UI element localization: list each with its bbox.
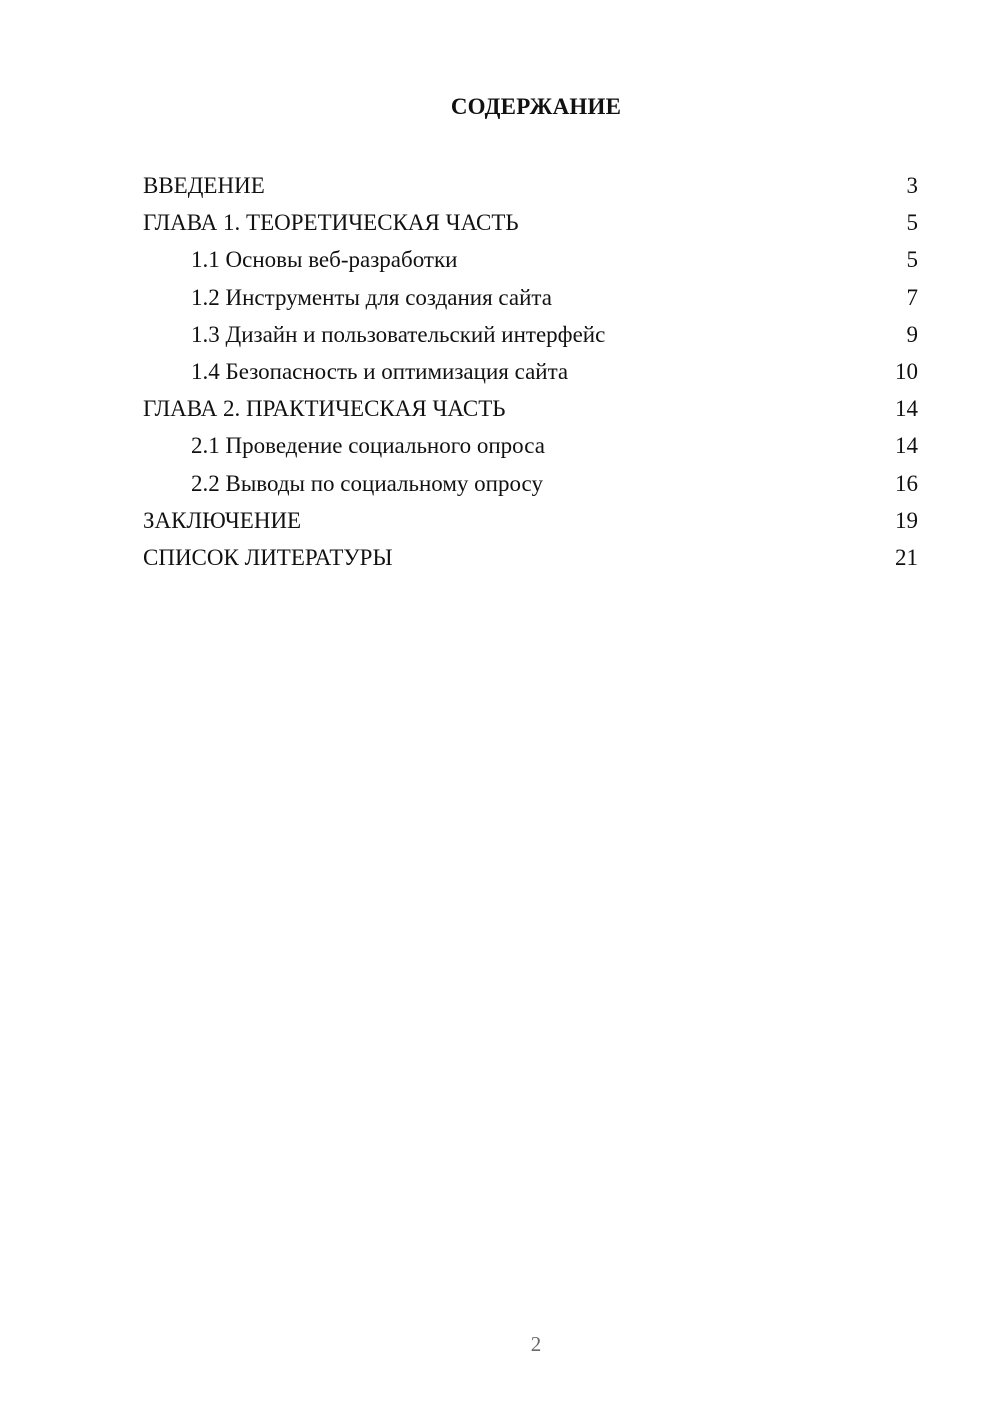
toc-entry-section-2-1 [143,427,918,464]
toc-entry-section-1-2 [143,279,918,316]
toc-entry-page: 9 [906,321,918,347]
toc-entry-label: ГЛАВА 1. ТЕОРЕТИЧЕСКАЯ ЧАСТЬ [143,210,519,236]
toc-entry-page: 10 [895,358,918,384]
toc-entry-page: 16 [895,470,918,496]
toc-title: СОДЕРЖАНИЕ [450,94,622,119]
toc-entry-page: 7 [906,284,918,310]
toc-entry-label: 1.1 Основы веб-разработки [191,247,458,273]
toc-entry-label: 2.2 Выводы по социальному опросу [191,470,543,496]
toc-entry-section-1-1 [143,241,918,278]
toc-entry-section-1-4 [143,353,918,390]
toc-entry-page: 5 [906,247,918,273]
toc-entry-page: 3 [906,173,918,198]
toc-entry-label: 1.2 Инструменты для создания сайта [191,284,552,310]
toc-entry-label: 2.1 Проведение социального опроса [191,433,545,459]
toc-entry-label: 1.3 Дизайн и пользовательский интерфейс [191,321,606,347]
toc-entry-page: 19 [895,507,918,533]
toc-entry-page: 21 [895,544,918,570]
toc-entry-chapter-2 [143,390,918,427]
page-number: 2 [530,1332,542,1356]
toc-entry-label: ГЛАВА 2. ПРАКТИЧЕСКАЯ ЧАСТЬ [143,396,506,422]
toc-entry-bibliography [143,539,918,576]
toc-entry-section-1-3 [143,316,918,353]
toc-entry-introduction [143,167,918,204]
toc-entry-chapter-1 [143,204,918,241]
toc-entry-page: 5 [906,210,918,236]
toc-entry-label: ВВЕДЕНИЕ [143,173,265,198]
toc-entry-label: СПИСОК ЛИТЕРАТУРЫ [143,544,393,570]
toc-entry-conclusion [143,502,918,539]
toc-entry-label: ЗАКЛЮЧЕНИЕ [143,507,302,533]
toc-entry-label: 1.4 Безопасность и оптимизация сайта [191,358,569,384]
toc-entry-page: 14 [895,396,918,422]
toc-entry-section-2-2 [143,465,918,502]
table-of-contents [143,167,918,576]
toc-entry-page: 14 [895,433,918,459]
